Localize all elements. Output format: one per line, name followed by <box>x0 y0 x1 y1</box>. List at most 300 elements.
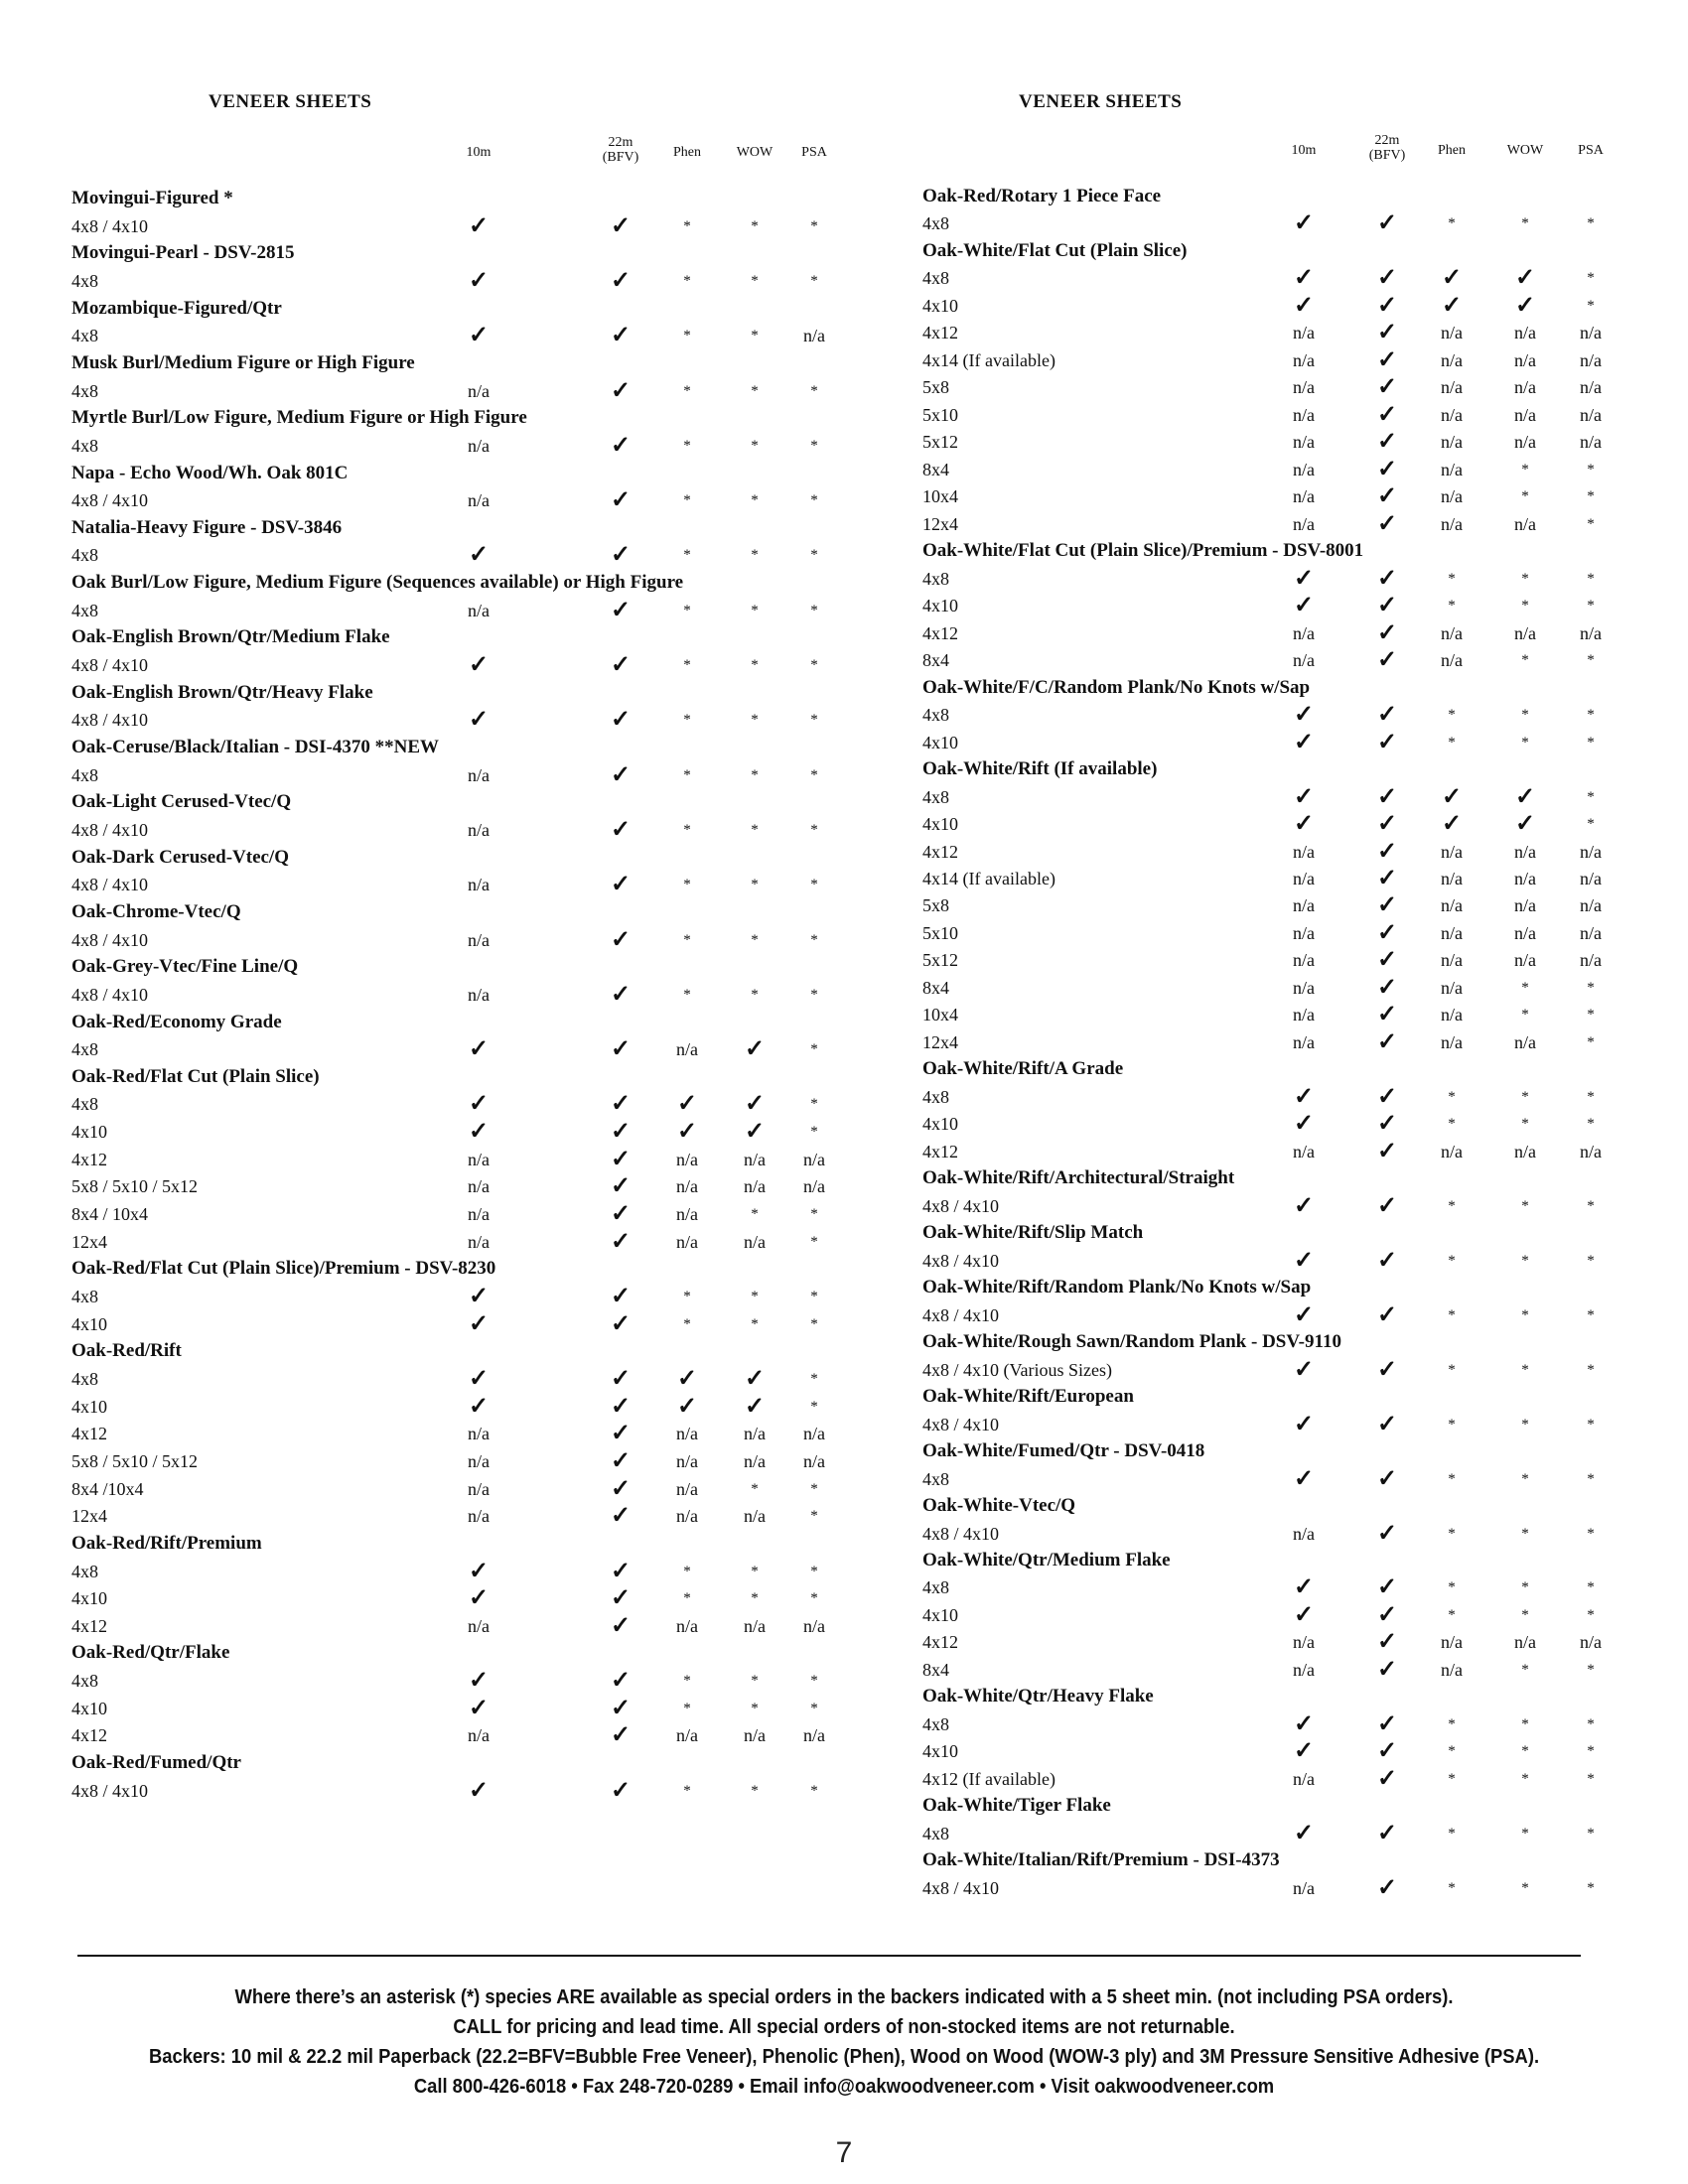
checkmark-icon: ✓ <box>1376 265 1398 292</box>
size-label: 4x8 <box>71 1094 98 1115</box>
size-label: 5x8 / 5x10 / 5x12 <box>71 1176 199 1197</box>
species-name: Natalia-Heavy Figure - DSV-3846 <box>71 516 343 538</box>
size-row <box>844 1820 1688 1847</box>
special-order-asterisk: * <box>751 492 759 509</box>
special-order-asterisk: * <box>1521 1116 1529 1133</box>
size-row <box>0 1365 844 1393</box>
special-order-asterisk: * <box>683 437 691 454</box>
species-heading <box>844 1055 1688 1083</box>
special-order-asterisk: * <box>1521 652 1529 669</box>
species-name: Movingui-Figured * <box>71 188 233 208</box>
size-label: 4x8 / 4x10 <box>922 1250 1000 1271</box>
species-name: Oak-Red/Economy Grade <box>71 1011 282 1032</box>
size-row <box>0 816 844 844</box>
special-order-asterisk: * <box>810 1398 818 1415</box>
special-order-asterisk: * <box>751 547 759 564</box>
species-heading <box>0 349 844 377</box>
checkmark-icon: ✓ <box>1514 265 1536 292</box>
checkmark-icon: ✓ <box>610 1447 632 1474</box>
checkmark-icon: ✓ <box>1293 265 1315 292</box>
checkmark-icon: ✓ <box>1293 811 1315 838</box>
size-row <box>0 322 844 349</box>
checkmark-icon: ✓ <box>468 1036 490 1063</box>
special-order-asterisk: * <box>1587 1197 1595 1214</box>
species-name: Musk Burl/Medium Figure or High Figure <box>71 351 415 373</box>
special-order-asterisk: * <box>810 877 818 893</box>
not-available-cell: n/a <box>468 1424 490 1444</box>
special-order-asterisk: * <box>1587 1361 1595 1378</box>
special-order-asterisk: * <box>1587 570 1595 587</box>
size-row <box>0 377 844 405</box>
not-available-cell: n/a <box>468 380 490 401</box>
size-row <box>0 1035 844 1063</box>
size-label: 4x10 <box>922 732 958 752</box>
size-row <box>844 1656 1688 1684</box>
special-order-asterisk: * <box>1521 1606 1529 1623</box>
checkmark-icon: ✓ <box>1293 1247 1315 1274</box>
size-row <box>0 597 844 624</box>
special-order-asterisk: * <box>1587 1825 1595 1842</box>
column-header-text: 10m <box>1291 143 1317 158</box>
special-order-asterisk: * <box>1521 1088 1529 1105</box>
column-header-text: WOW <box>1506 143 1544 158</box>
checkmark-icon: ✓ <box>1293 1574 1315 1601</box>
not-available-cell: n/a <box>676 1039 698 1060</box>
checkmark-icon: ✓ <box>1293 702 1315 729</box>
not-available-cell: n/a <box>1441 1141 1463 1161</box>
column-header-text: (BFV) <box>602 150 639 165</box>
size-row <box>844 1083 1688 1111</box>
special-order-asterisk: * <box>751 328 759 344</box>
column-header-text: (BFV) <box>1368 148 1406 163</box>
size-label: 4x12 <box>71 1725 107 1746</box>
special-order-asterisk: * <box>683 272 691 289</box>
size-row <box>844 1356 1688 1384</box>
checkmark-icon: ✓ <box>610 1365 632 1392</box>
not-available-cell: n/a <box>1293 895 1315 916</box>
checkmark-icon: ✓ <box>1376 1656 1398 1683</box>
not-available-cell: n/a <box>1441 486 1463 507</box>
special-order-asterisk: * <box>751 1289 759 1304</box>
species-name: Oak-Red/Qtr/Flake <box>71 1642 230 1664</box>
special-order-asterisk: * <box>1448 1770 1456 1787</box>
species-name: Napa - Echo Wood/Wh. Oak 801C <box>71 462 349 483</box>
special-order-asterisk: * <box>810 602 818 618</box>
species-heading <box>0 239 844 267</box>
not-available-cell: n/a <box>744 1424 766 1444</box>
special-order-asterisk: * <box>810 1315 818 1332</box>
not-available-cell: n/a <box>1580 404 1602 425</box>
special-order-asterisk: * <box>810 492 818 509</box>
species-heading <box>0 514 844 542</box>
not-available-cell: n/a <box>1293 349 1315 370</box>
checkmark-icon: ✓ <box>610 487 632 514</box>
special-order-asterisk: * <box>1587 1579 1595 1596</box>
special-order-asterisk: * <box>810 986 818 1003</box>
checkmark-icon: ✓ <box>610 872 632 898</box>
special-order-asterisk: * <box>1521 1252 1529 1269</box>
size-label: 4x8 <box>71 380 98 401</box>
species-name: Oak-White/Qtr/Heavy Flake <box>922 1686 1154 1707</box>
checkmark-icon: ✓ <box>1376 1247 1398 1274</box>
checkmark-icon: ✓ <box>1293 593 1315 619</box>
size-row <box>844 1520 1688 1548</box>
not-available-cell: n/a <box>1293 1141 1315 1161</box>
species-name: Oak-White-Vtec/Q <box>922 1495 1076 1517</box>
size-row <box>0 651 844 679</box>
special-order-asterisk: * <box>1521 461 1529 478</box>
size-row <box>844 510 1688 538</box>
size-label: 4x12 <box>922 323 958 343</box>
special-order-asterisk: * <box>1521 1361 1529 1378</box>
checkmark-icon: ✓ <box>468 1777 490 1804</box>
checkmark-icon: ✓ <box>1376 1356 1398 1383</box>
not-available-cell: n/a <box>803 1424 825 1444</box>
not-available-cell: n/a <box>1293 1523 1315 1544</box>
not-available-cell: n/a <box>468 1231 490 1252</box>
species-name: Oak-Red/Rift/Premium <box>71 1532 262 1554</box>
not-available-cell: n/a <box>468 764 490 785</box>
column-header-10m <box>439 145 518 160</box>
special-order-asterisk: * <box>810 1096 818 1113</box>
not-available-cell: n/a <box>1441 404 1463 425</box>
checkmark-icon: ✓ <box>1376 1738 1398 1765</box>
special-order-asterisk: * <box>1521 707 1529 724</box>
species-heading <box>844 1164 1688 1192</box>
not-available-cell: n/a <box>1441 1632 1463 1653</box>
size-row <box>0 1228 844 1256</box>
checkmark-icon: ✓ <box>610 1695 632 1721</box>
checkmark-icon: ✓ <box>610 1146 632 1172</box>
species-heading <box>0 1009 844 1036</box>
checkmark-icon: ✓ <box>1376 346 1398 373</box>
not-available-cell: n/a <box>1293 650 1315 671</box>
size-row <box>844 865 1688 892</box>
size-label: 4x8 / 4x10 <box>71 984 149 1005</box>
species-heading <box>0 295 844 323</box>
not-available-cell: n/a <box>1441 349 1463 370</box>
species-name: Oak-White/Rift/Slip Match <box>922 1222 1144 1244</box>
checkmark-icon: ✓ <box>1376 619 1398 646</box>
species-heading <box>844 537 1688 565</box>
special-order-asterisk: * <box>1448 707 1456 724</box>
checkmark-icon: ✓ <box>610 1503 632 1530</box>
special-order-asterisk: * <box>810 272 818 289</box>
size-row <box>844 1001 1688 1028</box>
size-label: 4x12 (If available) <box>922 1768 1055 1789</box>
species-heading <box>844 1492 1688 1520</box>
size-row <box>844 619 1688 647</box>
not-available-cell: n/a <box>1441 977 1463 998</box>
checkmark-icon: ✓ <box>1376 1465 1398 1492</box>
species-heading <box>0 460 844 487</box>
not-available-cell: n/a <box>1293 486 1315 507</box>
size-label: 8x4 <box>922 459 949 479</box>
special-order-asterisk: * <box>751 382 759 399</box>
not-available-cell: n/a <box>1293 1632 1315 1653</box>
special-order-asterisk: * <box>683 217 691 234</box>
special-order-asterisk: * <box>1448 1470 1456 1487</box>
size-row <box>0 432 844 460</box>
size-row <box>0 1172 844 1200</box>
species-heading <box>0 623 844 651</box>
species-heading <box>0 569 844 597</box>
species-heading <box>0 953 844 981</box>
not-available-cell: n/a <box>1514 349 1536 370</box>
size-row <box>0 267 844 295</box>
checkmark-icon: ✓ <box>1514 292 1536 319</box>
size-label: 4x8 / 4x10 <box>71 215 149 236</box>
species-name: Oak-White/Italian/Rift/Premium - DSI-4373 <box>922 1849 1280 1871</box>
size-row <box>844 209 1688 237</box>
not-available-cell: n/a <box>744 1176 766 1197</box>
not-available-cell: n/a <box>1293 622 1315 643</box>
size-label: 4x8 <box>71 1287 98 1306</box>
size-row <box>0 1584 844 1612</box>
checkmark-icon: ✓ <box>468 652 490 679</box>
species-name: Oak-White/Rift/Random Plank/No Knots w/Sap <box>922 1277 1312 1298</box>
special-order-asterisk: * <box>751 1700 759 1716</box>
not-available-cell: n/a <box>1293 869 1315 888</box>
special-order-asterisk: * <box>810 1563 818 1579</box>
not-available-cell: n/a <box>1293 377 1315 398</box>
special-order-asterisk: * <box>810 821 818 838</box>
footer-line-call-note: CALL for pricing and lead time. All special orders of non-stocked items are not returnable. <box>453 2016 1235 2038</box>
not-available-cell: n/a <box>1293 950 1315 971</box>
species-name: Oak-Dark Cerused-Vtec/Q <box>71 846 289 868</box>
special-order-asterisk: * <box>751 712 759 729</box>
special-order-asterisk: * <box>751 986 759 1003</box>
special-order-asterisk: * <box>810 1124 818 1141</box>
footer-line-asterisk-note: Where there’s an asterisk (*) species ARE available as special orders in the backers indicated with a 5 sheet min. (not including PSA orders). <box>234 1986 1454 2008</box>
special-order-asterisk: * <box>683 1782 691 1799</box>
checkmark-icon: ✓ <box>1376 1601 1398 1628</box>
not-available-cell: n/a <box>1441 869 1463 888</box>
special-order-asterisk: * <box>1587 515 1595 532</box>
size-label: 4x10 <box>71 1122 107 1143</box>
checkmark-icon: ✓ <box>610 1475 632 1502</box>
special-order-asterisk: * <box>683 1315 691 1332</box>
not-available-cell: n/a <box>468 929 490 950</box>
species-name: Oak-Red/Rift <box>71 1340 182 1362</box>
special-order-asterisk: * <box>683 1563 691 1579</box>
special-order-asterisk: * <box>1448 1525 1456 1542</box>
special-order-asterisk: * <box>1587 1661 1595 1678</box>
special-order-asterisk: * <box>751 1673 759 1690</box>
checkmark-icon: ✓ <box>1293 565 1315 592</box>
size-row <box>0 1695 844 1722</box>
special-order-asterisk: * <box>683 657 691 674</box>
special-order-asterisk: * <box>1587 598 1595 614</box>
checkmark-icon: ✓ <box>468 1558 490 1584</box>
size-row <box>844 1192 1688 1220</box>
checkmark-icon: ✓ <box>1293 783 1315 810</box>
size-row <box>844 1138 1688 1165</box>
size-label: 4x8 <box>71 326 98 346</box>
special-order-asterisk: * <box>1521 1879 1529 1896</box>
size-row <box>844 729 1688 756</box>
size-label: 4x8 <box>922 568 949 589</box>
special-order-asterisk: * <box>683 931 691 948</box>
footer-notes <box>68 1982 1620 2102</box>
species-heading <box>844 1383 1688 1411</box>
special-order-asterisk: * <box>683 766 691 783</box>
species-heading <box>844 1792 1688 1820</box>
species-heading <box>0 788 844 816</box>
special-order-asterisk: * <box>1521 1770 1529 1787</box>
size-label: 4x8 / 4x10 <box>71 490 149 511</box>
not-available-cell: n/a <box>1441 323 1463 343</box>
special-order-asterisk: * <box>1587 1770 1595 1787</box>
species-heading <box>844 1437 1688 1465</box>
checkmark-icon: ✓ <box>1376 647 1398 674</box>
not-available-cell: n/a <box>1514 1632 1536 1653</box>
size-label: 4x14 (If available) <box>922 349 1055 370</box>
special-order-asterisk: * <box>1587 1743 1595 1760</box>
special-order-asterisk: * <box>1587 215 1595 232</box>
size-label: 4x8 / 4x10 <box>71 710 149 731</box>
checkmark-icon: ✓ <box>610 1585 632 1612</box>
not-available-cell: n/a <box>1441 459 1463 479</box>
species-heading <box>844 674 1688 702</box>
not-available-cell: n/a <box>468 1478 490 1499</box>
special-order-asterisk: * <box>1587 488 1595 505</box>
not-available-cell: n/a <box>744 1725 766 1746</box>
special-order-asterisk: * <box>1587 1088 1595 1105</box>
special-order-asterisk: * <box>1521 1743 1529 1760</box>
not-available-cell: n/a <box>1580 922 1602 943</box>
special-order-asterisk: * <box>1587 734 1595 751</box>
checkmark-icon: ✓ <box>1293 729 1315 755</box>
checkmark-icon: ✓ <box>610 981 632 1008</box>
page-number: 7 <box>835 2136 853 2169</box>
column-header-text: WOW <box>736 145 774 160</box>
species-heading <box>0 844 844 872</box>
special-order-asterisk: * <box>1587 1606 1595 1623</box>
special-order-asterisk: * <box>1521 1197 1529 1214</box>
special-order-asterisk: * <box>810 1508 818 1525</box>
not-available-cell: n/a <box>1514 432 1536 453</box>
checkmark-icon: ✓ <box>1293 1601 1315 1628</box>
not-available-cell: n/a <box>1580 377 1602 398</box>
checkmark-icon: ✓ <box>1376 401 1398 428</box>
size-row <box>844 373 1688 401</box>
column-header-phen <box>1412 143 1491 158</box>
not-available-cell: n/a <box>1293 513 1315 534</box>
size-label: 4x10 <box>71 1588 107 1609</box>
special-order-asterisk: * <box>1587 461 1595 478</box>
not-available-cell: n/a <box>468 875 490 895</box>
size-label: 4x12 <box>922 1632 958 1653</box>
checkmark-icon: ✓ <box>1376 702 1398 729</box>
checkmark-icon: ✓ <box>1293 1356 1315 1383</box>
checkmark-icon: ✓ <box>1376 1411 1398 1437</box>
not-available-cell: n/a <box>1580 841 1602 862</box>
checkmark-icon: ✓ <box>610 1393 632 1420</box>
checkmark-icon: ✓ <box>1376 1574 1398 1601</box>
size-row <box>844 592 1688 619</box>
checkmark-icon: ✓ <box>1376 1629 1398 1656</box>
checkmark-icon: ✓ <box>1376 838 1398 865</box>
checkmark-icon: ✓ <box>468 323 490 349</box>
size-label: 4x8 / 4x10 <box>71 819 149 840</box>
special-order-asterisk: * <box>1587 297 1595 314</box>
size-row <box>844 1874 1688 1902</box>
species-name: Oak-White/Flat Cut (Plain Slice) <box>922 239 1188 261</box>
size-row <box>844 1301 1688 1329</box>
not-available-cell: n/a <box>1580 622 1602 643</box>
checkmark-icon: ✓ <box>610 267 632 294</box>
special-order-asterisk: * <box>1521 1525 1529 1542</box>
not-available-cell: n/a <box>1514 922 1536 943</box>
checkmark-icon: ✓ <box>1376 593 1398 619</box>
size-label: 8x4 <box>922 1659 949 1680</box>
not-available-cell: n/a <box>803 1149 825 1169</box>
checkmark-icon: ✓ <box>610 212 632 239</box>
special-order-asterisk: * <box>1448 215 1456 232</box>
not-available-cell: n/a <box>1441 895 1463 916</box>
checkmark-icon: ✓ <box>610 1036 632 1063</box>
checkmark-icon: ✓ <box>610 1173 632 1200</box>
species-heading <box>844 1846 1688 1874</box>
special-order-asterisk: * <box>810 712 818 729</box>
special-order-asterisk: * <box>1587 1416 1595 1433</box>
not-available-cell: n/a <box>1580 323 1602 343</box>
not-available-cell: n/a <box>1580 432 1602 453</box>
left-column-title: VENEER SHEETS <box>209 91 372 112</box>
checkmark-icon: ✓ <box>744 1091 766 1118</box>
special-order-asterisk: * <box>751 1480 759 1497</box>
special-order-asterisk: * <box>1587 1007 1595 1024</box>
not-available-cell: n/a <box>676 1204 698 1225</box>
size-label: 4x8 / 4x10 (Various Sizes) <box>922 1359 1112 1380</box>
not-available-cell: n/a <box>1441 622 1463 643</box>
not-available-cell: n/a <box>1293 1005 1315 1025</box>
column-header-text: PSA <box>801 145 827 160</box>
special-order-asterisk: * <box>1587 270 1595 287</box>
special-order-asterisk: * <box>1587 1033 1595 1050</box>
checkmark-icon: ✓ <box>1376 510 1398 537</box>
not-available-cell: n/a <box>1580 895 1602 916</box>
checkmark-icon: ✓ <box>468 1284 490 1309</box>
size-row <box>0 1558 844 1585</box>
species-heading <box>0 1530 844 1558</box>
not-available-cell: n/a <box>1580 950 1602 971</box>
not-available-cell: n/a <box>1580 1141 1602 1161</box>
size-row <box>0 541 844 569</box>
not-available-cell: n/a <box>468 1149 490 1169</box>
special-order-asterisk: * <box>751 657 759 674</box>
checkmark-icon: ✓ <box>1376 1301 1398 1328</box>
not-available-cell: n/a <box>1293 1768 1315 1789</box>
size-row <box>0 1090 844 1118</box>
species-name: Oak-White/Rift (If available) <box>922 758 1158 780</box>
checkmark-icon: ✓ <box>1376 974 1398 1001</box>
special-order-asterisk: * <box>810 1233 818 1250</box>
size-row <box>844 1110 1688 1138</box>
size-label: 4x8 <box>922 1468 949 1489</box>
not-available-cell: n/a <box>1293 1877 1315 1898</box>
not-available-cell: n/a <box>1514 404 1536 425</box>
special-order-asterisk: * <box>1521 1470 1529 1487</box>
checkmark-icon: ✓ <box>610 1228 632 1255</box>
not-available-cell: n/a <box>744 1231 766 1252</box>
size-label: 4x12 <box>922 841 958 862</box>
not-available-cell: n/a <box>676 1176 698 1197</box>
column-header-psa <box>1551 143 1630 158</box>
checkmark-icon: ✓ <box>1293 1738 1315 1765</box>
checkmark-icon: ✓ <box>1376 565 1398 592</box>
